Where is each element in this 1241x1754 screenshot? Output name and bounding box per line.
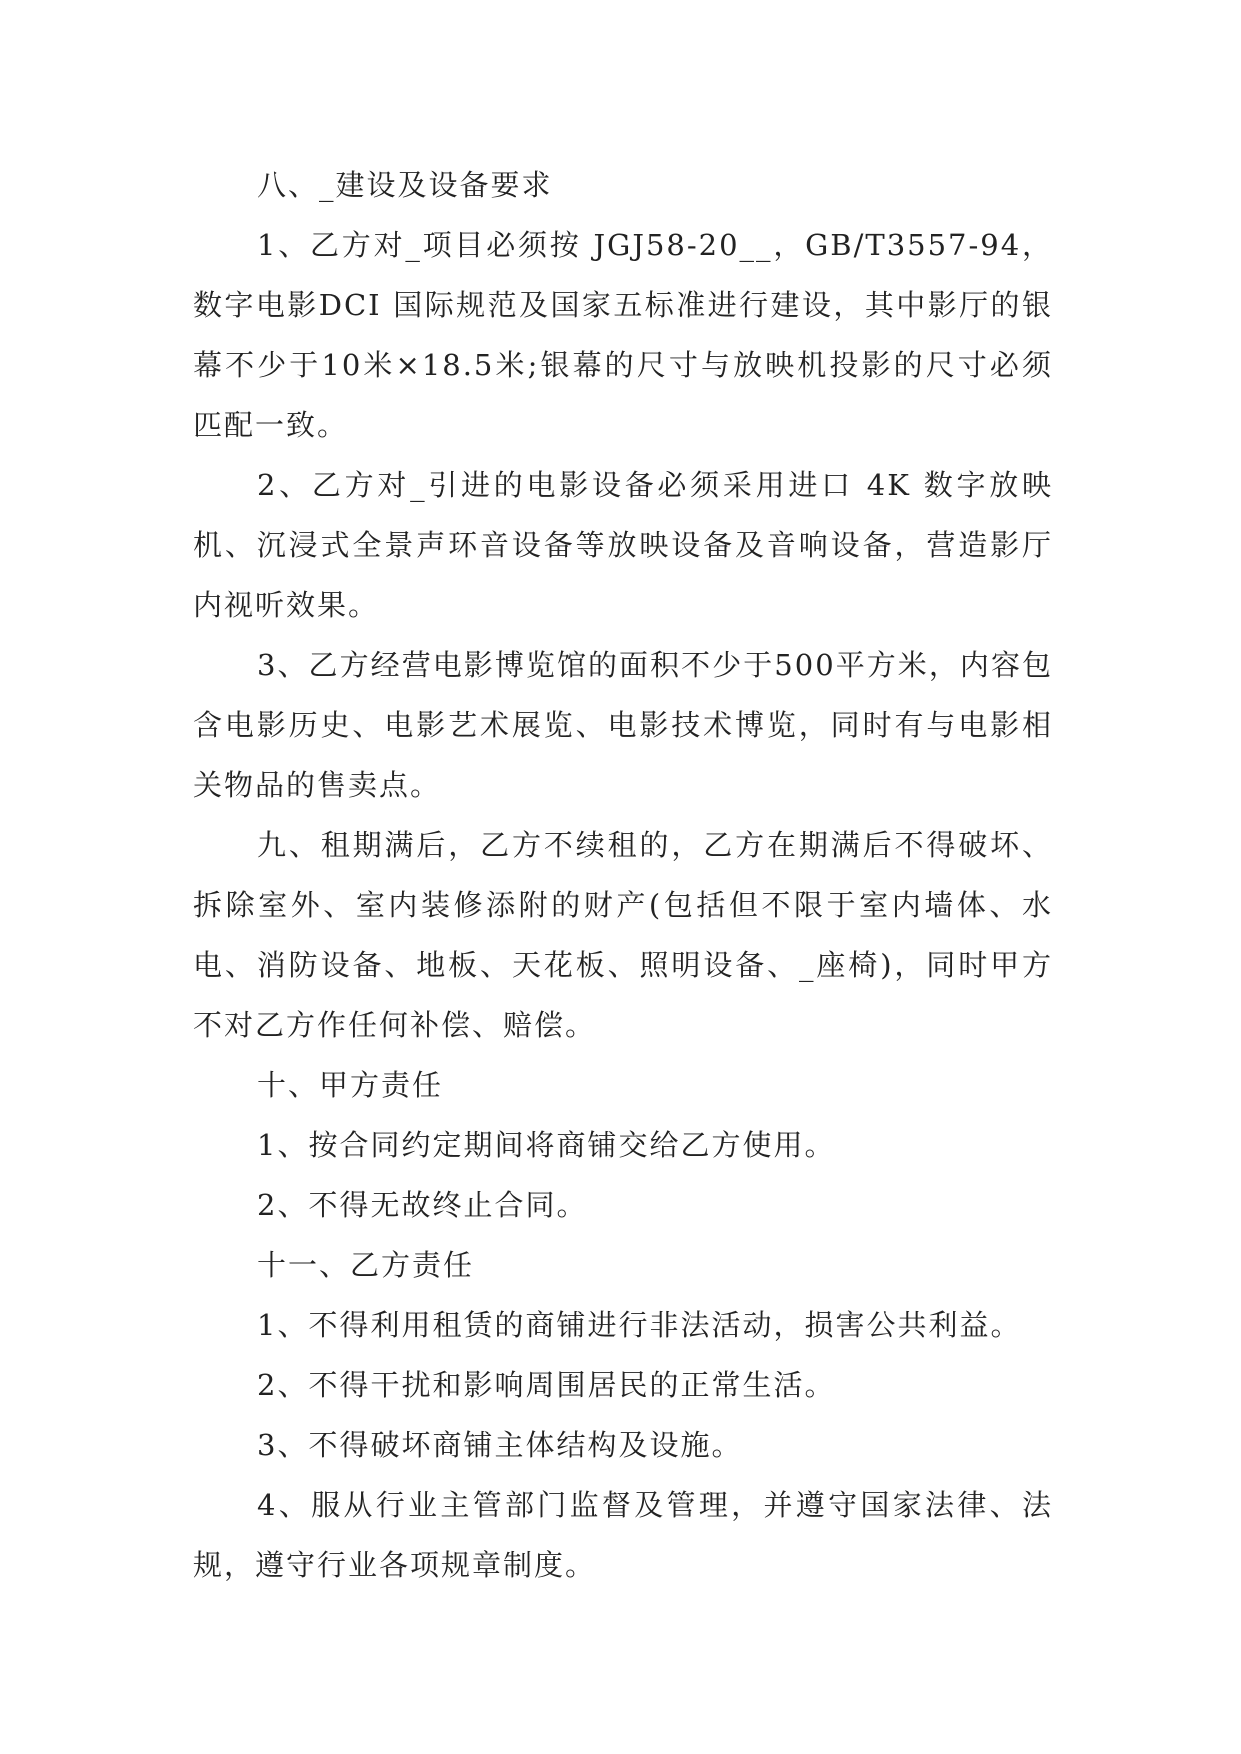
section-heading-party-a-duties: 十、甲方责任 [257, 1068, 444, 1102]
document-body [193, 155, 1053, 1595]
paragraph-party-a-duty-1: 1、按合同约定期间将商铺交给乙方使用。 [257, 1128, 836, 1162]
paragraph-film-museum: 3、乙方经营电影博览馆的面积不少于500平方米，内容包含电影历史、电影艺术展览、电影技术博览，同时有与电影相关物品的售卖点。 [193, 648, 1053, 802]
paragraph-party-b-duty-1: 1、不得利用租赁的商铺进行非法活动，损害公共利益。 [257, 1308, 1022, 1342]
section-heading-party-b-duties: 十一、乙方责任 [257, 1248, 475, 1282]
paragraph-party-b-duty-4: 4、服从行业主管部门监督及管理，并遵守国家法律、法规，遵守行业各项规章制度。 [193, 1488, 1053, 1582]
paragraph-party-a-duty-2: 2、不得无故终止合同。 [257, 1188, 588, 1222]
section-heading-construction-requirements: 八、_建设及设备要求 [257, 168, 553, 202]
paragraph-party-b-duty-3: 3、不得破坏商铺主体结构及设施。 [257, 1428, 743, 1462]
paragraph-lease-expiry: 九、租期满后，乙方不续租的，乙方在期满后不得破坏、拆除室外、室内装修添附的财产(包括但不限于室内墙体、水电、消防设备、地板、天花板、照明设备、_座椅)，同时甲方不对乙方作任何补偿、赔偿。 [193, 828, 1053, 1042]
paragraph-equipment-requirements: 2、乙方对_引进的电影设备必须采用进口 4K 数字放映机、沉浸式全景声环音设备等放映设备及音响设备，营造影厅内视听效果。 [193, 468, 1053, 622]
paragraph-party-b-duty-2: 2、不得干扰和影响周围居民的正常生活。 [257, 1368, 836, 1402]
paragraph-construction-standards: 1、乙方对_项目必须按 JGJ58-20__，GB/T3557-94，数字电影DCI 国际规范及国家五标准进行建设，其中影厅的银幕不少于10米×18.5米;银幕的尺寸与放映机投影的尺寸必须匹配一致。 [193, 228, 1053, 442]
